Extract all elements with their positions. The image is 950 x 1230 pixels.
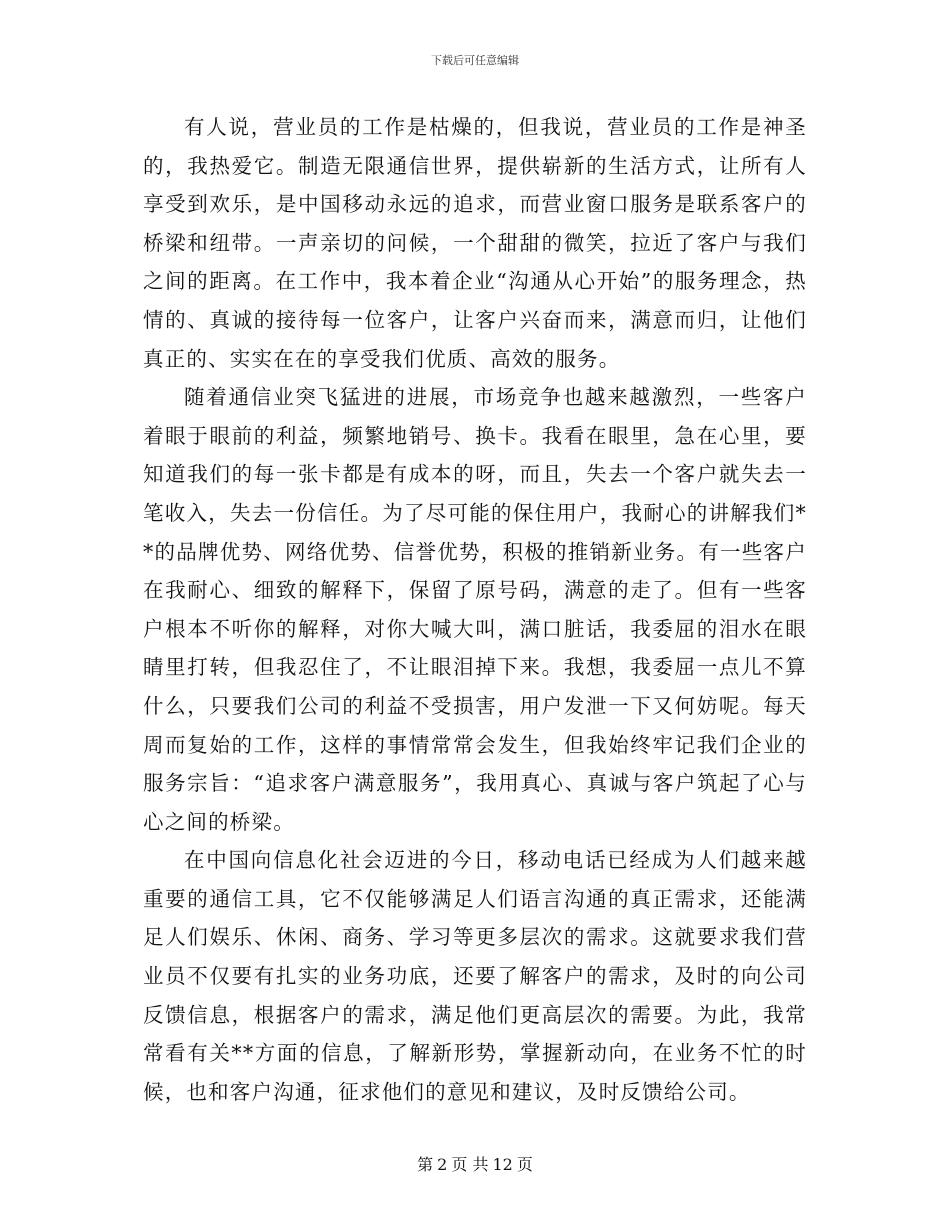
document-body [143,108,807,1111]
footer-suffix: 页 [516,1155,533,1174]
page-footer [0,1155,950,1175]
footer-total-pages: 12 [492,1155,513,1174]
paragraph-2: 随着通信业突飞猛进的进展，市场竞争也越来越激烈，一些客户着眼于眼前的利益，频繁地销号、换卡。我看在眼里，急在心里，要知道我们的每一张卡都是有成本的呀，而且，失去一个客户就失去一笔收入，失去一份信任。为了尽可能的保住用户，我耐心的讲解我们**的品牌优势、网络优势、信誉优势，积极的推销新业务。有一些客户在我耐心、细致的解释下，保留了原号码，满意的走了。但有一些客户根本不听你的解释，对你大喊大叫，满口脏话，我委屈的泪水在眼睛里打转，但我忍住了，不让眼泪掉下来。我想，我委屈一点儿不算什么，只要我们公司的利益不受损害，用户发泄一下又何妨呢。每天周而复始的工作，这样的事情常常会发生，但我始终牢记我们企业的服务宗旨：“追求客户满意服务”，我用真心、真诚与客户筑起了心与心之间的桥梁。 [143,385,807,834]
footer-middle: 页 共 [451,1155,489,1174]
footer-page-number: 2 [437,1155,448,1174]
footer-prefix: 第 [417,1155,434,1174]
paragraph-3: 在中国向信息化社会迈进的今日，移动电话已经成为人们越来越重要的通信工具，它不仅能够满足人们语言沟通的真正需求，还能满足人们娱乐、休闲、商务、学习等更多层次的需求。这就要求我们营业员不仅要有扎实的业务功底，还要了解客户的需求，及时的向公司反馈信息，根据客户的需求，满足他们更高层次的需要。为此，我常常看有关**方面的信息，了解新形势，掌握新动向，在业务不忙的时候，也和客户沟通，征求他们的意见和建议，及时反馈给公司。 [143,848,807,1104]
page-header: 下载后可任意编辑 [431,54,519,67]
paragraph-1: 有人说，营业员的工作是枯燥的，但我说，营业员的工作是神圣的，我热爱它。制造无限通信世界，提供崭新的生活方式，让所有人享受到欢乐，是中国移动永远的追求，而营业窗口服务是联系客户的桥梁和纽带。一声亲切的问候，一个甜甜的微笑，拉近了客户与我们之间的距离。在工作中，我本着企业“沟通从心开始”的服务理念，热情的、真诚的接待每一位客户，让客户兴奋而来，满意而归，让他们真正的、实实在在的享受我们优质、高效的服务。 [143,115,807,371]
